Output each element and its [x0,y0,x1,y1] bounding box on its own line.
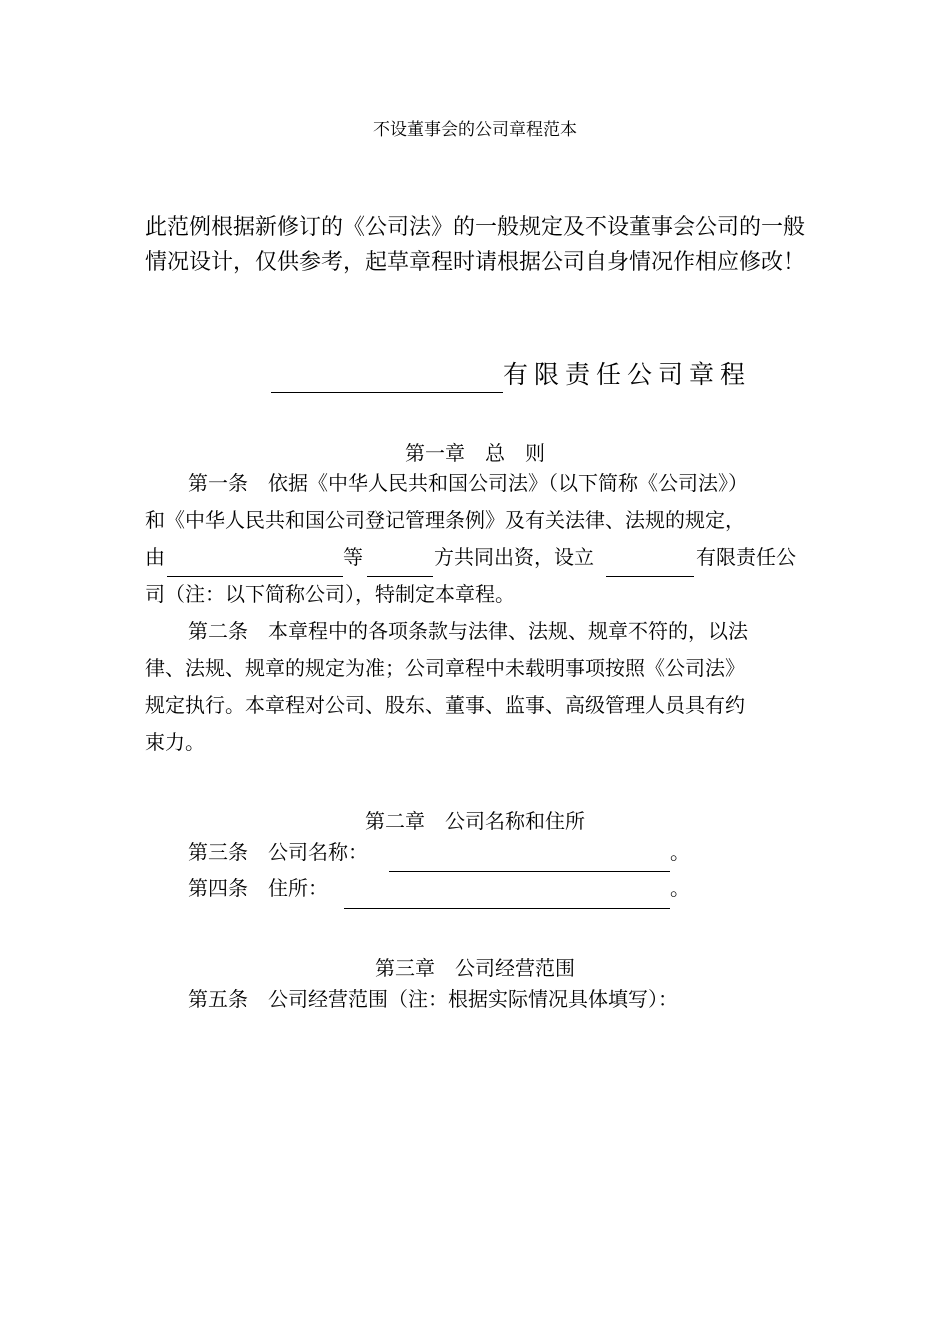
intro-line-1: 此范例根据新修订的《公司法》的一般规定及不设董事会公司的一般 [145,215,806,240]
article-1-line-3a: 由 [145,545,165,569]
article-3-label: 第三条 公司名称： [188,840,368,864]
chapter-2-heading: 第二章 公司名称和住所 [365,809,585,833]
article-1-line-1: 第一条 依据《中华人民共和国公司法》（以下简称《公司法》） [188,471,748,495]
article-5: 第五条 公司经营范围（注：根据实际情况具体填写）： [188,987,678,1011]
article-1-line-3d: 有限责任公 [696,545,796,569]
charter-title: 有限责任公司章程 [503,360,752,389]
article-1-line-3b: 等 [343,545,363,569]
article-2-line-2: 律、法规、规章的规定为准；公司章程中未载明事项按照《公司法》 [145,656,745,680]
chapter-1-heading: 第一章 总 则 [405,441,545,465]
intro-paragraph [145,210,815,280]
document-title: 不设董事会的公司章程范本 [373,120,577,140]
article-1-line-2: 和《中华人民共和国公司登记管理条例》及有关法律、法规的规定， [145,508,745,532]
company-name-blank [271,392,503,393]
intro-line-2: 情况设计，仅供参考，起草章程时请根据公司自身情况作相应修改！ [145,250,806,275]
article-3-end: 。 [670,840,690,864]
company-name-field-line [389,871,670,872]
article-2-line-4: 束力。 [145,730,205,754]
address-field-line [344,908,670,909]
chapter-3-heading: 第三章 公司经营范围 [375,956,575,980]
article-2-line-3: 规定执行。本章程对公司、股东、董事、监事、高级管理人员具有约 [145,693,745,717]
article-4-end: 。 [670,876,690,900]
article-1-line-3c: 方共同出资，设立 [434,545,594,569]
company-blank [606,576,694,577]
article-2-line-1: 第二条 本章程中的各项条款与法律、法规、规章不符的，以法 [188,619,748,643]
article-4-label: 第四条 住所： [188,876,328,900]
article-1-line-4: 司（注：以下简称公司），特制定本章程。 [145,582,515,606]
